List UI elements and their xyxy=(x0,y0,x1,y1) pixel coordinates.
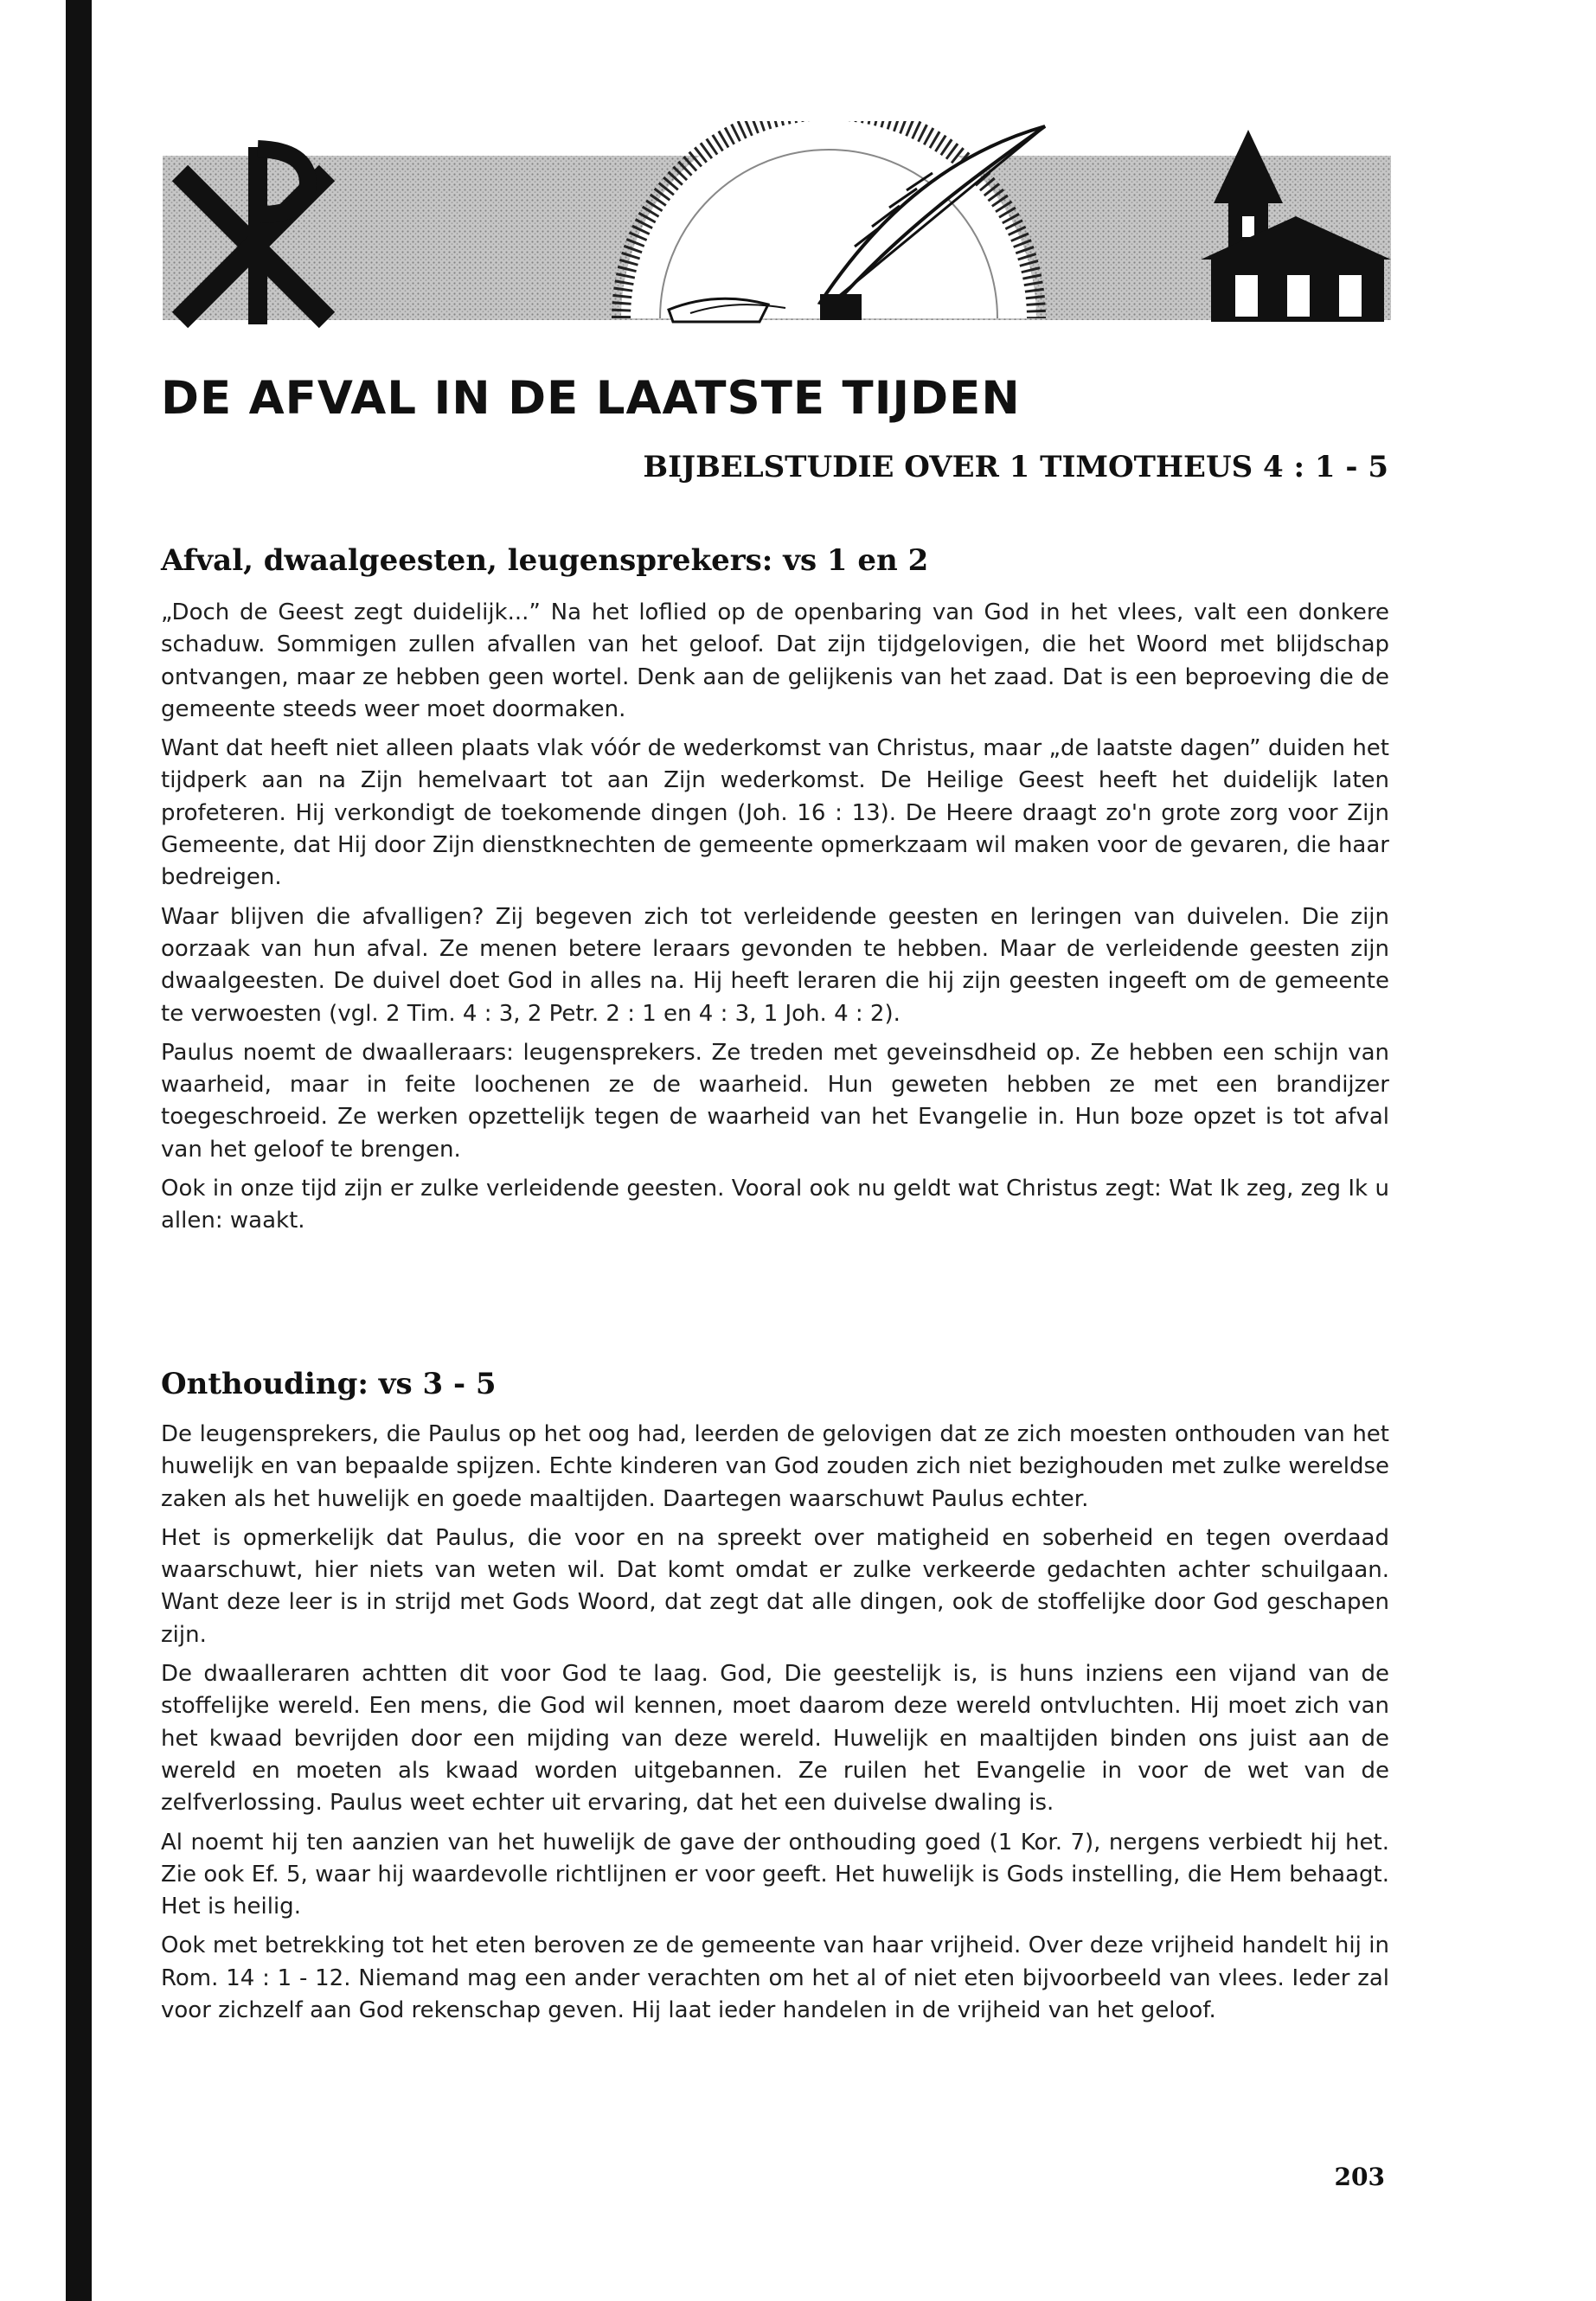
section-heading-2: Onthouding: vs 3 - 5 xyxy=(161,1367,497,1401)
paragraph: Waar blijven die afvalligen? Zij begeven zich tot verleidende geesten en leringen van duivelen. Die zijn oorzaak van hun afval. Ze menen betere leraars gevonden te hebben. Maar de verleidende geesten zijn dwaalgeesten. De duivel doet God in alles na. Hij heeft leraren die hij zijn geesten ingeeft om de gemeente te verwoesten (vgl. 2 Tim. 4 : 3, 2 Petr. 2 : 1 en 4 : 3, 1 Joh. 4 : 2). xyxy=(161,903,1389,1027)
section-heading-1: Afval, dwaalgeesten, leugensprekers: vs 1 en 2 xyxy=(161,543,929,578)
paragraph: Want dat heeft niet alleen plaats vlak vóór de wederkomst van Christus, maar „de laatste dagen” duiden het tijdperk aan na Zijn hemelvaart tot aan Zijn wederkomst. De Heilige Geest heeft het duidelijk laten profeteren. Hij verkondigt de toekomende dingen (Joh. 16 : 13). De Heere draagt zo'n grote zorg voor Zijn Gemeente, dat Hij door Zijn dienstknechten de gemeente opmerkzaam wil maken voor de gevaren, die haar bedreigen. xyxy=(161,735,1389,891)
paragraph: Ook met betrekking tot het eten beroven ze de gemeente van haar vrijheid. Over deze vrijheid handelt hij in Rom. 14 : 1 - 12. Niemand mag een ander verachten om het al of niet eten bijvoorbeeld van vlees. Ieder zal voor zichzelf aan God rekenschap geven. Hij laat ieder handelen in de vrijheid van het geloof. xyxy=(161,1932,1389,2024)
paragraph: De leugensprekers, die Paulus op het oog had, leerden de gelovigen dat ze zich moesten onthouden van het huwelijk en van bepaalde spijzen. Echte kinderen van God zouden zich niet bezighouden met zulke wereldse zaken als het huwelijk en goede maaltijden. Daartegen waarschuwt Paulus echter. xyxy=(161,1421,1389,1512)
paragraph: Al noemt hij ten aanzien van het huwelijk de gave der onthouding goed (1 Kor. 7), nergens verbiedt hij het. Zie ook Ef. 5, waar hij waardevolle richtlijnen er voor geeft. Het huwelijk is Gods instelling, die Hem behaagt. Het is heilig. xyxy=(161,1829,1389,1920)
paragraph: De dwaalleraren achtten dit voor God te laag. God, Die geestelijk is, is huns inziens een vijand van de stoffelijke wereld. Een mens, die God wil kennen, moet daarom deze wereld ontvluchten. Hij moet zich van het kwaad bevrijden door een mijding van deze wereld. Huwelijk en maaltijden binden ons juist aan de wereld en moeten als kwaad worden uitgebannen. Ze ruilen het Evangelie in voor de wet van de zelfverlossing. Paulus weet echter uit ervaring, dat het een duivelse dwaling is. xyxy=(161,1661,1389,1817)
paragraph: Het is opmerkelijk dat Paulus, die voor en na spreekt over matigheid en soberheid en tegen overdaad waarschuwt, hier niets van weten wil. Dat komt omdat er zulke verkeerde gedachten achter schuilgaan. Want deze leer is in strijd met Gods Woord, dat zegt dat alle dingen, ook de stoffelijke door God geschapen zijn. xyxy=(161,1524,1389,1648)
header-illustration xyxy=(163,121,1391,329)
paragraph: Ook in onze tijd zijn er zulke verleidende geesten. Vooral ook nu geldt wat Christus zegt: Wat Ik zeg, zeg Ik u allen: waakt. xyxy=(161,1176,1389,1234)
binding-edge xyxy=(66,0,92,2301)
section-body-1 xyxy=(161,597,1389,1245)
paragraph: „Doch de Geest zegt duidelijk...” Na het loflied op de openbaring van God in het vlees, valt een donkere schaduw. Sommigen zullen afvallen van het geloof. Dat zijn tijdgelovigen, die het Woord met blijdschap ontvangen, maar ze hebben geen wortel. Denk aan de gelijkenis van het zaad. Dat is een beproeving die de gemeente steeds weer moet doormaken. xyxy=(161,599,1389,722)
article-title: DE AFVAL IN DE LAATSTE TIJDEN xyxy=(161,372,1021,425)
article-subtitle: BIJBELSTUDIE OVER 1 TIMOTHEUS 4 : 1 - 5 xyxy=(643,450,1388,484)
paragraph: Paulus noemt de dwaalleraars: leugensprekers. Ze treden met geveinsdheid op. Ze hebben een schijn van waarheid, maar in feite loochenen ze de waarheid. Hun geweten hebben ze met een brandijzer toegeschroeid. Ze werken opzettelijk tegen de waarheid van het Evangelie in. Hun boze opzet is tot afval van het geloof te brengen. xyxy=(161,1039,1389,1163)
page-number: 203 xyxy=(1334,2163,1385,2191)
section-body-2 xyxy=(161,1419,1389,2034)
